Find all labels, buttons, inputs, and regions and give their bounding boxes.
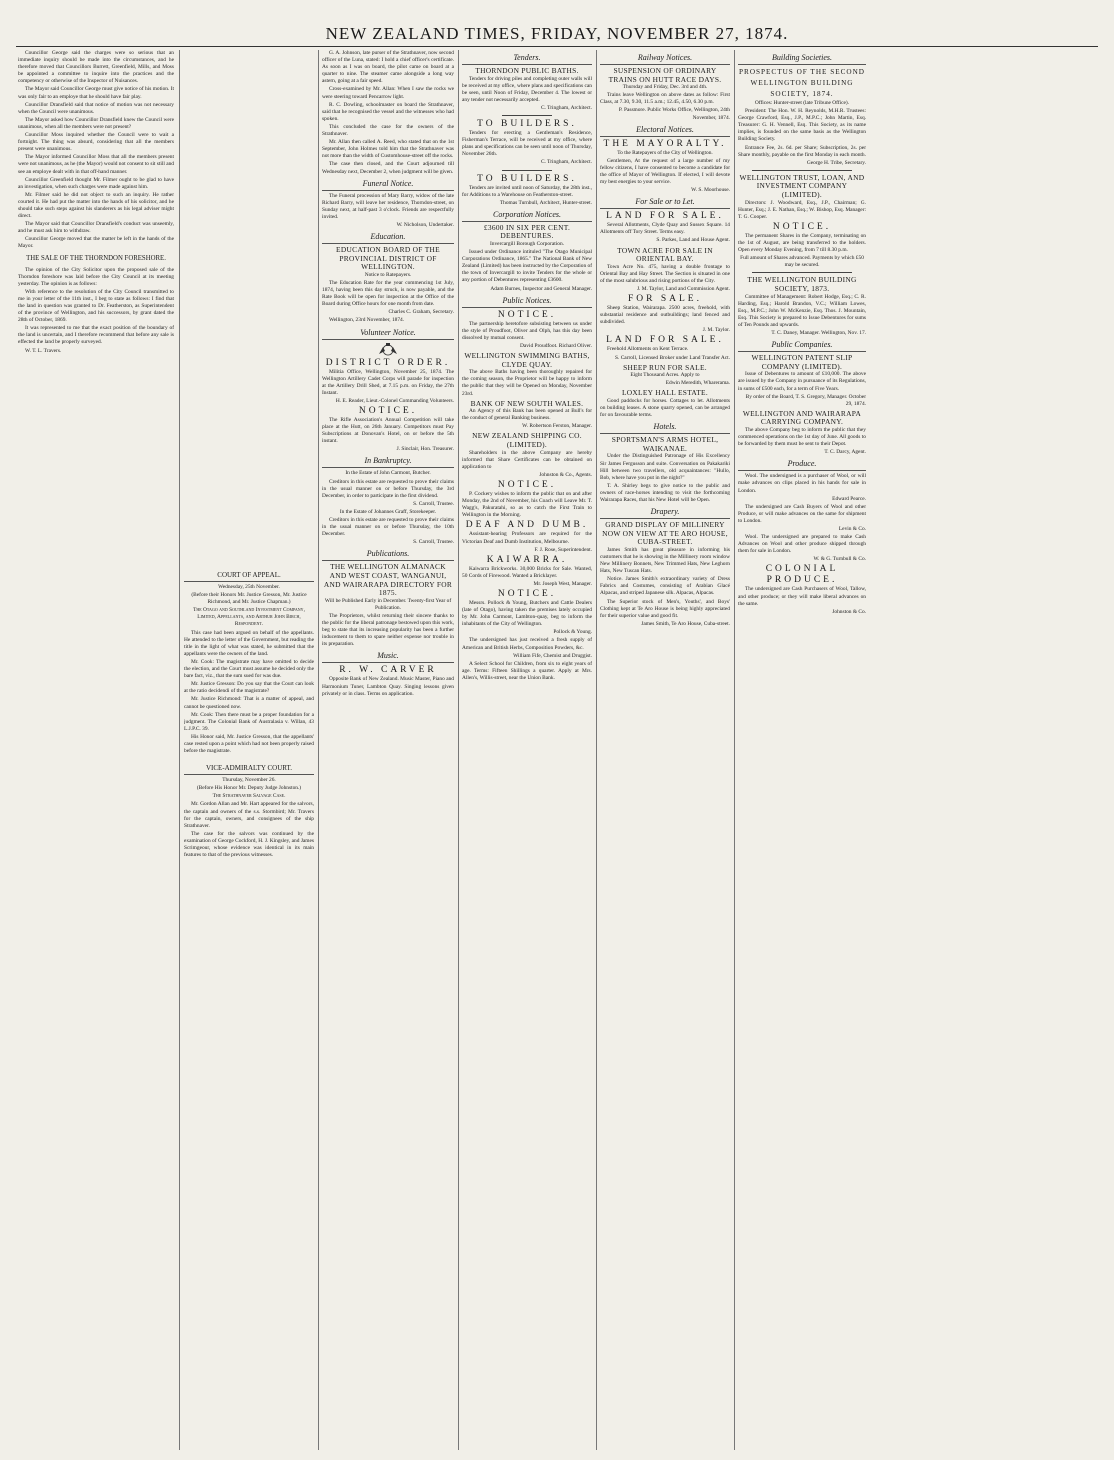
rail-sign: P. Passmore. Public Works Office, Wellington, 24th November, 1874. bbox=[618, 107, 730, 121]
trust-title: WELLINGTON TRUST, LOAN, AND INVESTMENT COMPANY (LIMITED). bbox=[739, 172, 865, 200]
paragraph: Mr. Justice Gresson: Do you say that the Court can look at the ratio decidendi of the magistrate? bbox=[184, 681, 314, 695]
paragraph: Councillor Greenfield thought Mr. Filmer ought to be glad to have an investigation, when such charges were made against him. bbox=[18, 176, 174, 190]
column-5 bbox=[600, 50, 730, 1450]
rail-text: Trains leave Wellington on above dates as follow: First Class, at 7.30, 9.30, 11.5 a.m.; 12.45, 4.50, 6.30 p.m. bbox=[600, 92, 730, 106]
notice3-title: NOTICE. bbox=[497, 588, 557, 599]
prospectus-sign: George H. Tribe, Secretary. bbox=[806, 159, 866, 166]
corp-text: Issued under Ordinance intituled "The Otago Municipal Corporations Ordinance, 1865." The National Bank of New Zealand (Limited) has been instructed by the Corporation of the town of Invercargill to invite Tenders for the whole or any portion of Debentures representing £3600. bbox=[462, 249, 592, 284]
swim-text: The above Baths having been thoroughly repaired for the coming season, the Proprietor will be happy to inform the public that they will be Opened on Monday, November 23rd. bbox=[462, 369, 592, 397]
prod4-title: COLONIAL PRODUCE. bbox=[765, 564, 839, 586]
volunteer-heading: Volunteer Notice. bbox=[322, 328, 454, 340]
trust-rates: Full amount of Shares advanced. Payments by which £50 may be secured. bbox=[740, 255, 864, 269]
tender2-title: TO BUILDERS. bbox=[477, 119, 577, 130]
vice-report bbox=[184, 801, 314, 859]
prod1-sign: Edward Pearce. bbox=[832, 495, 866, 502]
sale-report bbox=[18, 267, 174, 355]
tender3-text: Tenders are invited until noon of Saturday, the 28th inst., for Additions to a Warehouse on Featherston-street. bbox=[462, 184, 592, 198]
prod4-sign: Johnston & Co. bbox=[832, 608, 866, 615]
divider bbox=[752, 272, 852, 273]
court-case-title: The Otago and Southland Investment Company, Limited, Appellants, and Arthur John Birch, Respondent. bbox=[193, 607, 305, 628]
bnsw-title: BANK OF NEW SOUTH WALES. bbox=[470, 398, 584, 408]
sale5-sign: Edwin Meredith, Wharerama. bbox=[665, 380, 730, 387]
paragraph: Mr. Cook: Then there must be a proper foundation for a judgment. The Colonial Bank of Australasia v. Willan, 43 L.J.P.C. 39. bbox=[184, 711, 314, 732]
education-date: Wellington, 23rd November, 1874. bbox=[329, 317, 405, 324]
sale3-title: FOR SALE. bbox=[628, 294, 702, 305]
drapery2-text: Notice. James Smith's extraordinary variety of Dress Fabrics and Costumes, consisting of Arabian Glacé Alpacas, and striped Japanese silk. Alpacas, Alpacas. bbox=[600, 576, 730, 597]
sale-let-heading: For Sale or to Let. bbox=[600, 197, 730, 209]
pc2-title: WELLINGTON AND WAIRARAPA CARRYING COMPANY. bbox=[742, 408, 862, 427]
divider bbox=[502, 170, 552, 171]
paragraph: The case then closed, and the Court adjourned till Wednesday next, December 2, when judgment will be given. bbox=[322, 161, 454, 175]
hotels-heading: Hotels. bbox=[600, 422, 730, 434]
education-title: EDUCATION BOARD OF THE PROVINCIAL DISTRICT OF WELLINGTON. bbox=[336, 245, 440, 272]
bankruptcy-heading: In Bankruptcy. bbox=[322, 456, 454, 468]
royal-crest-icon bbox=[377, 342, 399, 356]
elec-text: Gentlemen, At the request of a large number of my fellow citizens, I have consented to become a candidate for the office of Mayor of Wellington. If elected, I will devote my best energies to your service. bbox=[600, 157, 730, 186]
paragraph: Mr. Cook: The magistrate may have omitted to decide the election, and the Court must assume he decided only the bare fact, viz., that the sum sued for was due. bbox=[184, 658, 314, 680]
divider bbox=[502, 115, 552, 116]
corp-sub: Invercargill Borough Corporation. bbox=[489, 241, 564, 247]
sale5-title: SHEEP RUN FOR SALE. bbox=[623, 362, 707, 372]
pc2-text: The above Company beg to inform the public that they commenced operations on the 1st day of June. All goods to be forwarded by them must be sent to their Depot. bbox=[738, 426, 866, 448]
education-text: The Education Rate for the year commencing 1st July, 1874, having been this day struck, is now payable, and the Rate Book will be open for inspection at the Office of the Board during Office hours for one month from date. bbox=[322, 279, 454, 308]
notice2-title: NOTICE. bbox=[497, 480, 557, 491]
building-heading: Building Societies. bbox=[738, 53, 866, 65]
vice-case: The Strathnaver Salvage Case. bbox=[212, 793, 286, 800]
prod3-text: Wool. The undersigned are prepared to make Cash Advances on Wool and other produce shipped through them for sale in London. bbox=[738, 534, 866, 555]
drapery-sign: James Smith, Te Aro House, Cuba-street. bbox=[641, 620, 730, 627]
paragraph: Mr. Justice Richmond: That is a matter of appeal, and cannot be questioned now. bbox=[184, 696, 314, 710]
pubn1-sign: David Proudfoot. Richard Oliver. bbox=[519, 342, 592, 349]
deaf-title: DEAF AND DUMB. bbox=[465, 520, 589, 531]
paragraph: R. C. Dowling, schoolmaster on board the Strathnaver, said that he recognised the vessel and the witnesses who had spoken. bbox=[322, 101, 454, 122]
public-companies-heading: Public Companies. bbox=[738, 340, 866, 352]
pubn1-title: NOTICE. bbox=[497, 309, 557, 320]
publications-heading: Publications. bbox=[322, 549, 454, 561]
rail-sub: Thursday and Friday, Dec. 3rd and 4th. bbox=[622, 84, 708, 91]
pc2-sign: T. C. Darcy, Agent. bbox=[824, 449, 866, 456]
sale1-text: Several Allotments, Clyde Quay and Sussex Square. 14 Allotments off Tory Street. Terms easy. bbox=[600, 222, 730, 236]
paragraph: The Mayor asked how Councillor Dransfield knew the Council were unanimous, when all the members were not present? bbox=[18, 116, 174, 130]
paragraph: Cross-examined by Mr. Allan: When I saw the rocks we were steering toward Pencarrow light. bbox=[322, 86, 454, 100]
court-bench: (Before their Honors Mr. Justice Gresson, Mr. Justice Richmond, and Mr. Justice Chapman.) bbox=[191, 592, 307, 606]
column-1 bbox=[18, 50, 174, 1450]
column-divider bbox=[734, 50, 735, 1450]
salvage-evidence bbox=[322, 50, 454, 176]
column-4 bbox=[462, 50, 592, 1450]
drapery-text: James Smith has great pleasure in informing his customers that he is showing in the Millinery room window New Millinery Bonnets, New Trimmed Hats, New Leghorn Hats, New Tuscan Hats. bbox=[600, 546, 730, 575]
pubn1-text: The partnership heretofore subsisting between us under the style of Proudfoot, Oliver and Olph, has this day been dissolved by mutual consent. bbox=[462, 320, 592, 341]
vice-bench: (Before His Honor Mr. Deputy Judge Johnston.) bbox=[196, 785, 302, 792]
sale1-sign: S. Parkes, Land and House Agent. bbox=[656, 237, 730, 244]
column-3 bbox=[322, 50, 454, 1450]
pc1-text: Issue of Debentures to amount of £10,000. The above are issued by the Company in pursuance of its Regulations, in sums of £500 each, for a term of Five Years. bbox=[738, 371, 866, 392]
prospectus-text: President: The Hon. W. H. Reynolds, M.H.R. Trustees: George Crawford, Esq., J.P., M.P.C.; John Martin, Esq. Treasurer: G. H. Vennell, Esq. This Society, as its name implies, is founded on the same basis as the Wellington Building Society. bbox=[738, 108, 866, 143]
tender2-sign: C. Tringham, Architect. bbox=[540, 159, 592, 166]
bankruptcy-title: In the Estate of John Carmont, Butcher. bbox=[345, 470, 431, 477]
paragraph: G. A. Johnson, late purser of the Strathnaver, now second officer of the Luna, stated: I hold a chief officer's certificate. As soon as I was on board, the pilot came on board at a quarter to nine. The steamer came alongside a long way astern, going at a fair speed. bbox=[322, 50, 454, 85]
tender3-title: TO BUILDERS. bbox=[477, 173, 577, 184]
paragraph: Mr. Gordon Allan and Mr. Hart appeared for the salvors, the captain and owners of the s.s. Stormbird; Mr. Travers for the captain, owners, and consignees of the ship Strathnaver. bbox=[184, 801, 314, 829]
herb-sign: William Fife, Chemist and Druggist. bbox=[513, 652, 592, 659]
kai-text: Kaiwarra Brickworks. 30,000 Bricks for Sale. Wanted, 50 Cords of Firewood. Wanted a Bricklayer. bbox=[462, 565, 592, 579]
paragraph: His Honor said, Mr. Justice Gresson, that the appellants' case rested upon a point which had not been properly raised before the magistrate. bbox=[184, 733, 314, 755]
notice3-sign: Pollock & Young. bbox=[553, 629, 592, 636]
prod2-sign: Levin & Co. bbox=[838, 526, 866, 532]
masthead bbox=[0, 0, 1114, 46]
kai-title: KAIWARRA. bbox=[486, 554, 568, 565]
bnsw-text: An Agency of this Bank has been opened at Bull's for the conduct of general Banking business. bbox=[462, 408, 592, 422]
funeral-heading: Funeral Notice. bbox=[322, 179, 454, 191]
music-heading: Music. bbox=[322, 651, 454, 663]
almanack-title: THE WELLINGTON ALMANACK AND WEST COAST, WANGANUI, AND WAIRARAPA DIRECTORY FOR 1875. bbox=[323, 562, 453, 598]
music-text: Opposite Bank of New Zealand. Music Master, Piano and Harmonium Tuner, Lambton Quay. Singing lessons given privately or in class. Terms on application. bbox=[322, 676, 454, 697]
district-order-title: DISTRICT ORDER. bbox=[325, 357, 451, 368]
bankruptcy-text: Creditors in this estate are requested to prove their claims in the usual manner on or before Thursday, the 3rd December, in order to participate in the first dividend. bbox=[322, 478, 454, 499]
tender3-sign: Thomas Turnbull, Architect, Hunter-street. bbox=[499, 199, 592, 206]
elec-title: THE MAYORALTY. bbox=[603, 138, 727, 149]
bnsw-sign: W. Robertson Ferston, Manager. bbox=[522, 423, 592, 430]
rail-title: SUSPENSION OF ORDINARY TRAINS ON HUTT RACE DAYS. bbox=[608, 66, 722, 84]
sale2-text: Town Acre No. 475, having a double frontage to Oriental Bay and Hay Street. The Section is situated in one of the most salubrious and rising portions of the City. bbox=[600, 263, 730, 284]
funeral-text: The Funeral procession of Mary Barry, widow of the late Richard Barry, will leave her residence, Thorndon-street, on Sunday next, at half-past 3 o'clock. Friends are respectfully invited. bbox=[322, 192, 454, 220]
bankruptcy2-text: Creditors in this estate are requested to prove their claims in the usual manner on or before Thursday, the 10th December. bbox=[322, 517, 454, 538]
elec-sign: W. S. Moorhouse. bbox=[691, 187, 730, 194]
sale3-sign: J. M. Taylor. bbox=[702, 327, 730, 334]
corporation-heading: Corporation Notices. bbox=[462, 210, 592, 222]
prospectus-fees: Entrance Fee, 2s. 6d. per Share; Subscription, 2s. per Share monthly, payable on the first Monday in each month. bbox=[738, 144, 866, 158]
hotel-title: SPORTSMAN'S ARMS HOTEL, WAIKANAE. bbox=[611, 435, 719, 453]
education-heading: Education. bbox=[322, 232, 454, 244]
notice2-text: P. Cockery wishes to inform the public that on and after Monday, the 2nd of November, his Coach will Leave Mr. T. Wagg's, Pakuratahi, so as to catch the First Train to Wellington in the Morning. bbox=[462, 491, 592, 519]
court-date: Wednesday, 25th November. bbox=[218, 584, 280, 590]
pc1-sign: By order of the Board, T. S. Gregory, Manager. October 29, 1874. bbox=[745, 393, 866, 407]
produce-heading: Produce. bbox=[738, 459, 866, 471]
paragraph: This case had been argued on behalf of the appellants. He attended to the letter of the Government, but reading the title in the light of what was stated, he submitted that the appellants were the owners of the land. bbox=[184, 629, 314, 657]
paragraph: Councillor Dransfield said that notice of motion was not necessary when the Council were unanimous. bbox=[18, 101, 174, 115]
masthead-rule bbox=[16, 46, 1098, 47]
swim-title: WELLINGTON SWIMMING BATHS, CLYDE QUAY. bbox=[464, 351, 590, 369]
vice-date: Thursday, November 26. bbox=[222, 777, 276, 784]
prod3-sign: W. & G. Turnbull & Co. bbox=[813, 556, 866, 563]
paragraph: The Mayor informed Councillor Moss that all the members present were not unanimous, as he (the Mayor) would not consent to sit still and see an employe dealt with in that off-hand manner. bbox=[18, 154, 174, 175]
paragraph: Councillor George said the charges were so serious that an immediate inquiry should be made into the circumstances, and he therefore moved that Councillors Burrett, Greenfield, Mills, and Moss be appointed a committee to inquire into the practices and the competency or otherwise of the Inspector of Nuisances. bbox=[18, 50, 174, 85]
school-text: A Select School for Children, from six to eight years of age. Terms: Fifteen Shillings a quarter. Apply at Mrs. Allen's, Willis-street, near the Union Bank. bbox=[462, 660, 592, 681]
bs2-text: Committee of Management: Robert Hodge, Esq.; C. R. Harding, Esq.; Harold Brandon, V.C.; William Lowes, Esq., M.P.C.; John W. McKenzie, Esq. Thos. J. Mountain, Esq. This Society is prepared to Issue Debentures for sums of Ten Pounds and upwards. bbox=[738, 293, 866, 328]
sale2-sign: J. M. Taylor, Land and Commission Agent. bbox=[636, 285, 730, 292]
paragraph: The opinion of the City Solicitor upon the proposed sale of the Thorndon foreshore was laid before the City Council at its meeting yesterday. The opinion is as follows: bbox=[18, 266, 174, 287]
sale5-text: Eight Thousand Acres. Apply to bbox=[630, 372, 700, 379]
notice3-text: Messrs. Pollock & Young, Butchers and Cattle Dealers (late of Otago), having taken the premises lately occupied by Mr. John Carmont, Lambton-quay, beg to inform the inhabitants of the City of Wellington. bbox=[462, 599, 592, 628]
council-report bbox=[18, 50, 174, 251]
elec-sub: To the Ratepayers of the City of Wellington. bbox=[617, 149, 713, 156]
education-sub: Notice to Ratepayers. bbox=[364, 271, 412, 278]
column-2 bbox=[184, 50, 314, 1450]
kai-sign: Mr. Joseph West, Manager. bbox=[533, 580, 592, 587]
paragraph: The Mayor said that Councillor Dransfield's conduct was unseemly, and he must ask him to withdraw. bbox=[18, 221, 174, 235]
sale4-title: LAND FOR SALE. bbox=[606, 335, 724, 346]
paragraph: With reference to the resolution of the City Council transmitted to me in your letter of the 11th inst., I beg to state as follows: I find that the land in question was granted to Dr. Featherston, as Superintendent of the province of Wellington, and his successors, by grant dated the 28th of October, 1869. bbox=[18, 288, 174, 324]
court-report bbox=[184, 630, 314, 756]
tenders-heading: Tenders. bbox=[462, 53, 592, 65]
bs2-sign: T. C. Daney, Manager. Wellington, Nov. 17. bbox=[771, 330, 866, 337]
sale2-title: TOWN ACRE FOR SALE IN ORIENTAL BAY. bbox=[617, 245, 713, 264]
almanack-text: The Proprietors, whilst returning their sincere thanks to the public for the liberal patronage bestowed upon this work, beg to state that its increasing popularity has been a further inducement to them to spare neither expense nor trouble in its preparation. bbox=[322, 612, 454, 648]
nzsc-sign: Johnston & Co., Agents. bbox=[539, 471, 592, 478]
almanack-sub: Will be Published Early in December. Twenty-first Year of Publication. bbox=[324, 597, 452, 611]
paragraph: The case for the salvors was continued by the examination of George Cockford, H. J. Kingsley, and James Scrimgeour, whose evidence was identical in its main features to that of the previous witnesses. bbox=[184, 830, 314, 859]
newspaper-title: NEW ZEALAND TIMES, FRIDAY, NOVEMBER 27, 1874. bbox=[325, 24, 789, 43]
drapery3-text: The Superior stock of Men's, Youths', and Boys' Clothing kept at Te Aro House is being highly appreciated for their superior value and good fit. bbox=[600, 598, 730, 619]
deaf-sign: F. J. Rose, Superintendent. bbox=[534, 546, 592, 553]
paragraph: It was represented to me that the exact position of the boundary of the land is uncertain, and I therefore recommend that before any sale is effected the land be properly surveyed. bbox=[18, 325, 174, 346]
column-6 bbox=[738, 50, 866, 1450]
district-order-sign: H. E. Reader, Lieut.-Colonel Commanding Volunteers. bbox=[335, 397, 454, 404]
column-divider bbox=[318, 50, 319, 1450]
paragraph: This concluded the case for the owners of the Strathnaver. bbox=[322, 123, 454, 138]
herb-text: The undersigned has just received a fresh supply of American and British Herbs, Composition Powders, &c. bbox=[462, 637, 592, 651]
drapery-heading: Drapery. bbox=[600, 507, 730, 519]
trust-notice-text: The permanent Shares in the Company, terminating on the 1st of August, are being transferred to the holders. Open every Monday Evening, from 7 till 8.30 p.m. bbox=[738, 232, 866, 254]
deaf-text: Assistant-hearing Professors are required for the Victorian Deaf and Dumb Institution, Melbourne. bbox=[462, 531, 592, 545]
drapery-title: GRAND DISPLAY OF MILLINERY NOW ON VIEW AT TE ARO HOUSE, CUBA-STREET. bbox=[602, 520, 728, 547]
prod4-text: The undersigned are Cash Purchasers of Wool, Tallow, and other produce; or they will make liberal advances on the same. bbox=[738, 586, 866, 607]
bankruptcy2-title: In the Estate of Johannes Graff, Storekeeper. bbox=[339, 508, 437, 515]
rifle-notice-title: NOTICE. bbox=[358, 405, 418, 416]
paragraph: The Mayor said Councillor George must give notice of his motion. It was only fair to an employe that he should have fair play. bbox=[18, 86, 174, 100]
tender2-text: Tenders for erecting a Gentleman's Residence, Fisherman's Terrace, will be received at my office, where plans and specifications can be seen until noon of Thursday, November 26th. bbox=[462, 130, 592, 158]
prod2-text: The undersigned are Cash Buyers of Wool and other Produce, or will make advances on the same for shipment to London. bbox=[738, 503, 866, 524]
bankruptcy2-sign: S. Carroll, Trustee. bbox=[413, 539, 454, 546]
electoral-heading: Electoral Notices. bbox=[600, 125, 730, 137]
column-divider bbox=[179, 50, 180, 1450]
sale6-text: Good paddocks for horses. Cottages to let. Allotments on building leases. A stone quarry opened, can be arranged for on favourable terms. bbox=[600, 398, 730, 419]
hotel-text: Under the Distinguished Patronage of His Excellency Sir James Fergusson and suite. Conversation on Pakakariki Hill between two travellers, old acquaintances: "Hullo, Bob, where have you put in the night?" bbox=[600, 453, 730, 481]
prod1-text: Wool. The undersigned is a purchaser of Wool, or will make advances on clips placed in his hands for sale in London. bbox=[738, 473, 866, 494]
music-teacher-name: R. W. CARVER bbox=[339, 665, 437, 676]
column-divider bbox=[596, 50, 597, 1450]
tender1-title: THORNDON PUBLIC BATHS. bbox=[475, 66, 579, 75]
nzsc-title: NEW ZEALAND SHIPPING CO. (LIMITED). bbox=[472, 431, 582, 450]
paragraph: Mr. Filmer said he did not object to such an inquiry. He rather courted it. He had put the matter into the hands of his solicitor, and he should take such steps against his slanderers as his legal adviser might direct. bbox=[18, 191, 174, 220]
tender1-sign: C. Tringham, Architect. bbox=[540, 104, 592, 111]
vice-admiralty-heading: VICE-ADMIRALTY COURT. bbox=[184, 763, 314, 775]
tender1-text: Tenders for driving piles and completing outer walls will be received at my office, where plans and specifications can be seen, until Noon of Friday, December 4. The lowest or any tender not necessarily accepted. bbox=[462, 75, 592, 103]
column-divider bbox=[458, 50, 459, 1450]
paragraph: Councillor George moved that the matter be left in the hands of the Mayor. bbox=[18, 236, 174, 250]
trust-notice: NOTICE. bbox=[772, 221, 832, 232]
pc1-title: WELLINGTON PATENT SLIP COMPANY (LIMITED). bbox=[751, 353, 853, 371]
district-order-text: Militia Office, Wellington, November 25, 1874. The Wellington Artillery Cadet Corps will parade for inspection at the Artillery Drill Shed, at 7.15 p.m. on Friday, the 27th Instant. bbox=[322, 368, 454, 396]
sale4-sign: S. Carroll, Licensed Broker under Land Transfer Act. bbox=[615, 354, 730, 361]
prospectus-title: PROSPECTUS OF THE SECOND WELLINGTON BUILDING SOCIETY, 1874. bbox=[739, 68, 865, 98]
bankruptcy-sign: S. Carroll, Trustee. bbox=[413, 500, 454, 507]
sale4-text: Freehold Allotments on Kent Terrace. bbox=[607, 346, 689, 353]
paragraph: W. T. L. Travers. bbox=[25, 347, 62, 354]
sale6-title: LOXLEY HALL ESTATE. bbox=[621, 388, 709, 398]
divider bbox=[752, 170, 852, 171]
education-sign: Charles C. Graham, Secretary. bbox=[388, 309, 454, 316]
paragraph: Councillor Moss inquired whether the Council were to wait a fortnight. The thing was absurd, considering that all the members present were unanimous. bbox=[18, 132, 174, 153]
rifle-notice-sign: J. Sinclair, Hon. Treasurer. bbox=[396, 446, 454, 453]
sale3-text: Sheep Station, Wairarapa. 2500 acres, freehold, with substantial residence and outbuildings; land fenced and subdivided. bbox=[600, 305, 730, 326]
prospectus-office: Offices: Hunter-street (late Tribune Office). bbox=[754, 100, 850, 106]
trust-text: Directors: J. Woodward, Esq., J.P., Chairman; G. Hunter, Esq.; J. E. Nathan, Esq.; W. Bishop, Esq. Manager: T. G. Cooper. bbox=[738, 199, 866, 220]
nzsc-text: Shareholders in the above Company are hereby informed that Share Certificates can be obtained on application to bbox=[462, 449, 592, 470]
corp-title: £3600 IN SIX PER CENT. DEBENTURES. bbox=[483, 222, 571, 241]
court-heading: COURT OF APPEAL. bbox=[184, 570, 314, 582]
rifle-notice-text: The Rifle Association's Annual Competition will take place at the Hutt, on 26th January. Competitors must Pay Subscriptions at Donovan's Hotel, on or before the 5th instant. bbox=[322, 416, 454, 445]
funeral-sign: W. Nicholson, Undertaker. bbox=[396, 221, 454, 228]
corp-sign: Adam Burnes, Inspector and General Manager. bbox=[490, 285, 592, 292]
hotel2-text: T. A. Shirley begs to give notice to the public and owners of race-horses intending to visit the forthcoming Wairarapa Races, that his New Hotel will be Open. bbox=[600, 482, 730, 504]
railway-heading: Railway Notices. bbox=[600, 53, 730, 65]
public-notices-heading: Public Notices. bbox=[462, 296, 592, 308]
paragraph: Mr. Allan then called A. Reed, who stated that on the 1st September, John Holmes told him that the Strathnaver was not more than the width of Customhouse-street off the rocks. bbox=[322, 139, 454, 160]
sale-heading: THE SALE OF THE THORNDON FORESHORE. bbox=[26, 254, 166, 262]
sale1-title: LAND FOR SALE. bbox=[606, 211, 724, 222]
bs2-title: THE WELLINGTON BUILDING SOCIETY, 1873. bbox=[747, 275, 857, 293]
